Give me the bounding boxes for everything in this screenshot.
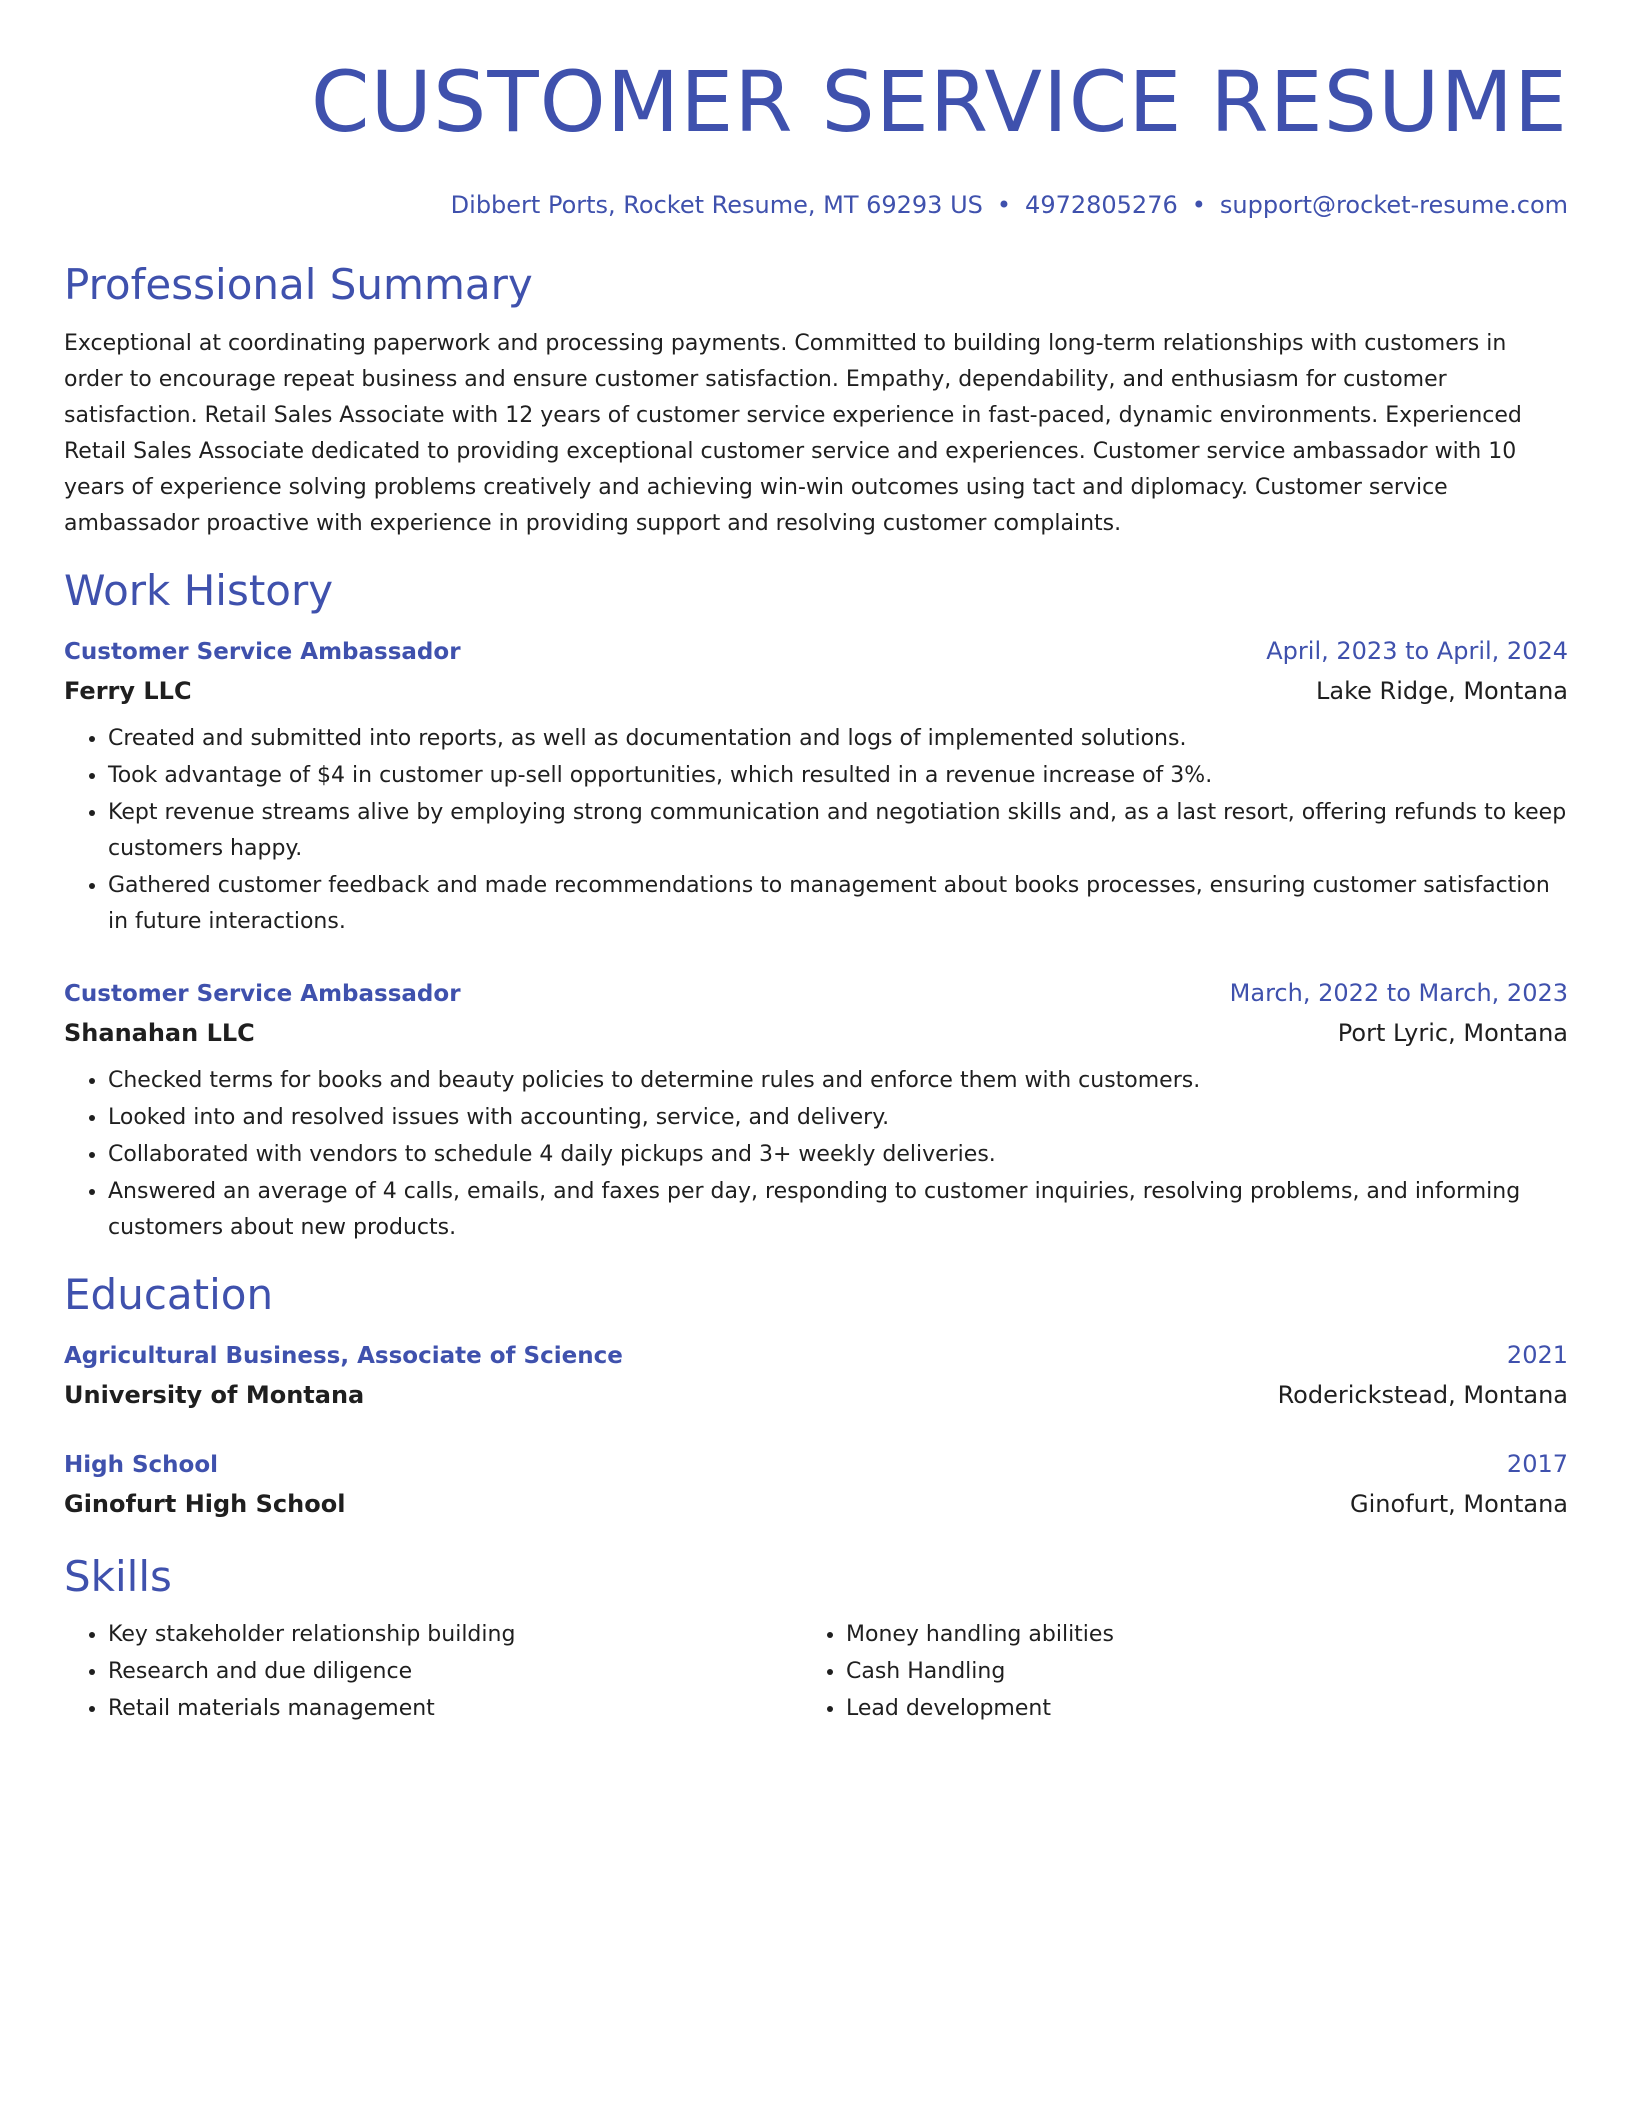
- job-bullets: [64, 1063, 1568, 1246]
- job-dates: April, 2023 to April, 2024: [1266, 637, 1568, 665]
- job-bullet: • Created and submitted into reports, as well as documentation and logs of implemented solutions.: [108, 721, 1568, 757]
- skill-item: • Money handling abilities: [846, 1616, 1540, 1653]
- job-bullet: • Gathered customer feedback and made recommendations to management about books processes, ensuring customer satisfaction in future interactions.: [108, 868, 1568, 940]
- education-school: University of Montana: [64, 1381, 365, 1409]
- work-history-heading: Work History: [64, 566, 334, 615]
- summary-section: [64, 260, 1568, 542]
- education-degree: High School: [64, 1452, 219, 1478]
- job-bullet: • Took advantage of $4 in customer up-sell opportunities, which resulted in a revenue increase of 3%.: [108, 758, 1568, 794]
- job-bullet: • Collaborated with vendors to schedule 4 daily pickups and 3+ weekly deliveries.: [108, 1137, 1568, 1173]
- job-company-row: [64, 671, 1568, 711]
- skills-grid: [64, 1616, 1568, 1727]
- skill-item: • Key stakeholder relationship building: [108, 1616, 802, 1653]
- contact-email: support@rocket-resume.com: [1219, 191, 1568, 219]
- skill-item: • Lead development: [846, 1690, 1540, 1727]
- education-location: Roderickstead, Montana: [1277, 1381, 1568, 1409]
- job-title: Customer Service Ambassador: [64, 981, 461, 1007]
- job-entry: [64, 974, 1568, 1246]
- education-degree-row: [64, 1336, 1568, 1375]
- job-location: Port Lyric, Montana: [1337, 1019, 1568, 1047]
- job-dates: March, 2022 to March, 2023: [1229, 979, 1568, 1007]
- education-heading: Education: [64, 1270, 274, 1319]
- contact-separator: •: [996, 191, 1012, 219]
- resume-header: [64, 54, 1568, 222]
- job-company: Shanahan LLC: [64, 1019, 255, 1047]
- job-bullet: • Checked terms for books and beauty policies to determine rules and enforce them with customers.: [108, 1063, 1568, 1099]
- contact-phone: 4972805276: [1025, 191, 1178, 219]
- education-entry: [64, 1336, 1568, 1415]
- job-location: Lake Ridge, Montana: [1316, 677, 1568, 705]
- summary-heading: Professional Summary: [64, 260, 533, 309]
- education-entry: [64, 1445, 1568, 1524]
- job-bullet: • Kept revenue streams alive by employing strong communication and negotiation skills and, as a last resort, offering refunds to keep customers happy.: [108, 795, 1568, 867]
- skills-column-left: [64, 1616, 802, 1727]
- job-title-row: [64, 632, 1568, 671]
- education-school-row: [64, 1484, 1568, 1524]
- summary-text: Exceptional at coordinating paperwork and processing payments. Committed to building long-term relationships with customers in order to encourage repeat business and ensure customer satisfaction. Empathy, dependability, and enthusiasm for customer satisfaction. Retail Sales Associate with 12 years of customer service experience in fast-paced, dynamic environments. Experienced Retail Sales Associate dedicated to providing exceptional customer service and experiences. Customer service ambassador with 10 years of experience solving problems creatively and achieving win-win outcomes using tact and diplomacy. Customer service ambassador proactive with experience in providing support and resolving customer complaints.: [64, 331, 1522, 536]
- contact-separator: •: [1191, 191, 1206, 219]
- contact-address: Dibbert Ports, Rocket Resume, MT 69293 US: [450, 191, 983, 219]
- skills-column-right: [802, 1616, 1540, 1727]
- education-school-row: [64, 1375, 1568, 1415]
- job-title: Customer Service Ambassador: [64, 639, 461, 665]
- skills-heading: Skills: [64, 1552, 172, 1601]
- skill-item: • Retail materials management: [108, 1690, 802, 1727]
- resume-title: CUSTOMER SERVICE RESUME: [310, 53, 1568, 151]
- contact-line: [64, 188, 1568, 222]
- education-school: Ginofurt High School: [64, 1490, 346, 1518]
- skill-item: • Research and due diligence: [108, 1653, 802, 1690]
- education-location: Ginofurt, Montana: [1350, 1490, 1568, 1518]
- job-bullet: • Answered an average of 4 calls, emails, and faxes per day, responding to customer inquiries, resolving problems, and informing customers about new products.: [108, 1174, 1568, 1246]
- job-company: Ferry LLC: [64, 677, 192, 705]
- education-year: 2017: [1506, 1450, 1568, 1478]
- job-bullets: [64, 721, 1568, 940]
- skill-item: • Cash Handling: [846, 1653, 1540, 1690]
- education-degree-row: [64, 1445, 1568, 1484]
- job-company-row: [64, 1013, 1568, 1053]
- education-degree: Agricultural Business, Associate of Science: [64, 1343, 623, 1369]
- work-history-section: [64, 566, 1568, 1246]
- skills-section: [64, 1552, 1568, 1727]
- job-entry: [64, 632, 1568, 940]
- job-title-row: [64, 974, 1568, 1013]
- education-year: 2021: [1506, 1341, 1568, 1369]
- job-bullet: • Looked into and resolved issues with accounting, service, and delivery.: [108, 1100, 1568, 1136]
- education-section: [64, 1270, 1568, 1524]
